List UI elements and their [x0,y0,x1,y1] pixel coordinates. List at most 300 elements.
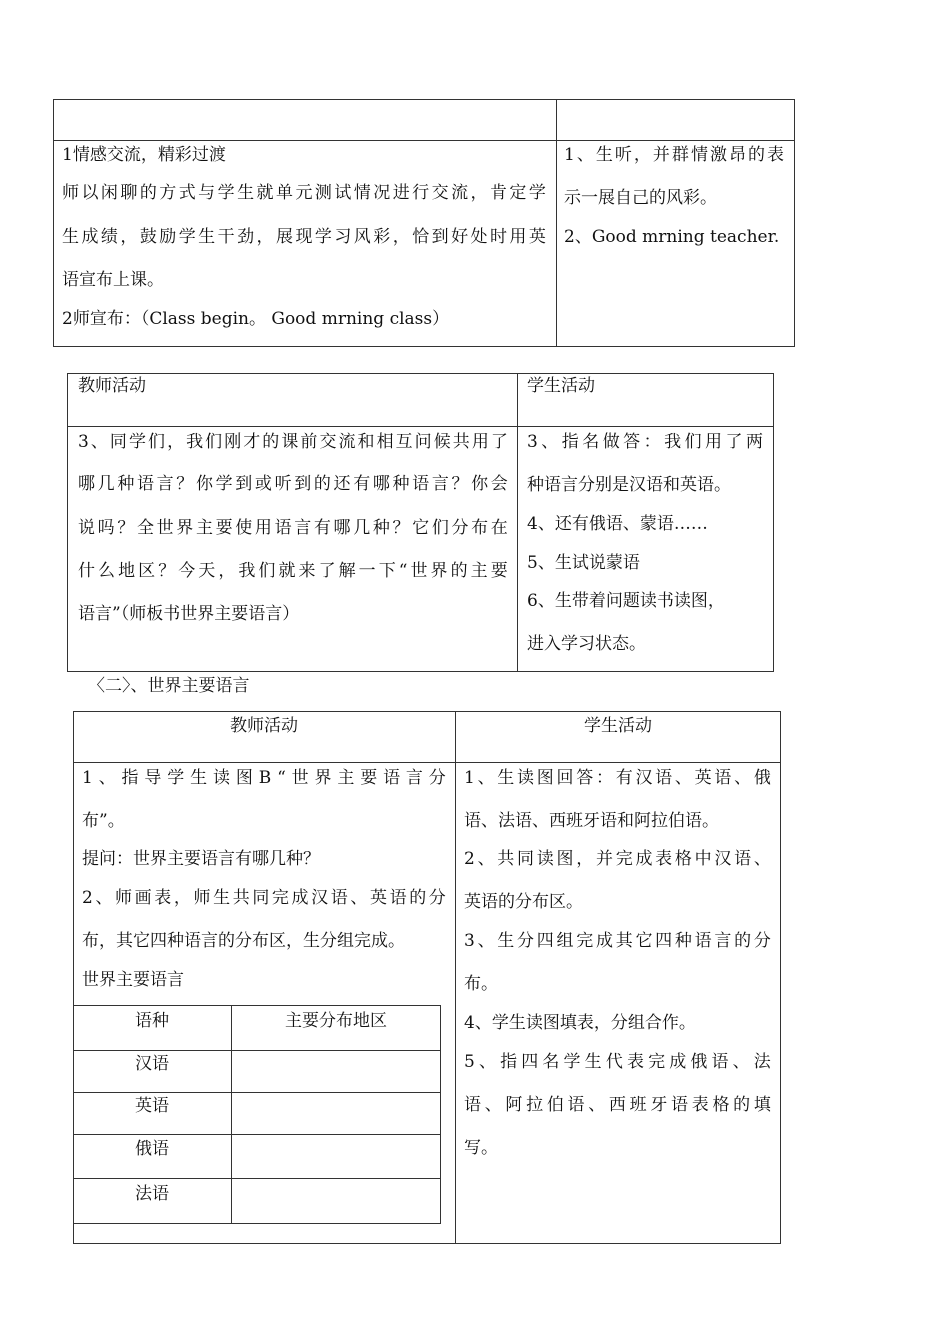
text-glyph: 世 [156,518,174,538]
text-glyph: 生 [595,145,613,165]
languages-table-row-label: 俄语 [135,1139,169,1159]
text-glyph: 3 [527,432,538,452]
t3-header-student: 学生活动 [584,716,652,736]
text-glyph: 表 [691,1095,709,1115]
text-glyph: 成 [291,888,309,908]
text-glyph: 成 [595,931,613,951]
text-glyph: 群 [671,145,689,165]
text-glyph: 、 [90,432,108,452]
text-glyph: 们 [205,432,223,452]
text-glyph: 生 [198,227,216,247]
text-glyph: 并 [595,849,613,869]
languages-table-header-language: 语种 [135,1011,169,1031]
t1-left-line-2 [62,185,546,202]
text-glyph: 师 [62,183,79,203]
text-glyph: 生 [497,768,515,788]
text-glyph: 生 [497,931,515,951]
text-glyph: 一 [358,561,376,581]
table-3-divider [455,711,456,1244]
text-glyph: 肯 [489,183,507,203]
text-glyph: 情 [690,145,708,165]
text-glyph: 问 [414,432,432,452]
section-heading: 〈二〉、世界主要语言 [88,676,250,696]
text-glyph: 的 [747,145,765,165]
text-glyph: 、 [350,888,368,908]
text-glyph: 主 [337,768,355,788]
text-glyph: 流 [451,183,469,203]
text-glyph: 、 [477,849,495,869]
text-glyph: 我 [664,432,682,452]
text-glyph: 语 [567,1095,585,1115]
text-glyph: 的 [733,1095,751,1115]
t2-right-line-4: 5、生试说蒙语 [527,553,640,573]
text-glyph: 同 [517,849,535,869]
text-glyph: 分 [451,518,469,538]
text-glyph: 它 [412,518,430,538]
t2-header-student: 学生活动 [527,376,595,396]
text-glyph: 名 [542,1052,560,1072]
t2-left-line-5: 语言”（师板书世界主要语言） [78,604,300,624]
text-glyph: 代 [605,1052,623,1072]
text-glyph: 我 [238,561,256,581]
text-glyph: 3 [78,432,89,452]
text-glyph: 课 [281,432,299,452]
text-glyph: 使 [235,518,253,538]
text-glyph: 言 [714,931,732,951]
text-glyph: 们 [431,518,449,538]
text-glyph: 什 [78,561,95,581]
text-glyph: ， [392,227,410,247]
text-glyph: 激 [709,145,727,165]
text-glyph: 进 [392,183,410,203]
t2-left-line-1 [78,434,508,451]
text-glyph: 用 [705,432,723,452]
text-glyph: 了 [318,561,336,581]
t3-left-line-6: 世界主要语言 [82,970,184,990]
text-glyph: 拉 [526,1095,544,1115]
text-glyph: 以 [81,183,99,203]
text-glyph: 言 [294,518,312,538]
text-glyph: 、 [753,849,771,869]
text-glyph: 表 [626,1052,644,1072]
text-glyph: ？ [176,474,194,494]
text-glyph: 刚 [224,432,242,452]
text-glyph: ？ [392,518,410,538]
text-glyph: 、 [734,768,752,788]
text-glyph: 语 [389,888,407,908]
text-glyph: 元 [295,183,313,203]
text-glyph: “ [398,561,408,581]
t3-right-line-1 [464,770,771,787]
text-glyph: 才 [243,432,261,452]
text-glyph: ？ [158,561,176,581]
text-glyph: 式 [178,183,196,203]
text-glyph: 回 [556,768,574,788]
text-glyph: 、 [732,1052,750,1072]
text-glyph: 地 [118,561,136,581]
text-glyph: 语 [330,888,348,908]
text-glyph: 、 [576,145,594,165]
text-glyph: 完 [648,1052,666,1072]
t1-right-line-3: 2、Good mrning teacher. [564,227,780,247]
text-glyph: 听 [614,145,632,165]
text-glyph: 学 [167,768,185,788]
text-glyph: 阿 [505,1095,523,1115]
text-glyph: 的 [734,931,752,951]
text-glyph: 3 [464,931,475,951]
text-glyph: 画 [134,888,152,908]
text-glyph: 班 [629,1095,647,1115]
text-glyph: 么 [98,561,116,581]
text-glyph: 哪 [78,474,95,494]
text-glyph: 会 [490,474,508,494]
t3-right-line-4: 英语的分布区。 [464,892,583,912]
text-glyph: 到 [294,474,312,494]
text-glyph: 交 [431,183,449,203]
t3-right-line-9 [464,1097,771,1114]
text-glyph: 指 [500,1052,518,1072]
text-glyph: 牙 [650,1095,668,1115]
text-glyph: 、 [674,768,692,788]
text-glyph: 四 [536,931,554,951]
text-glyph: 况 [373,183,391,203]
text-glyph: 方 [159,183,177,203]
text-glyph: 分 [428,888,446,908]
text-glyph: 1 [82,768,93,788]
text-glyph: 们 [148,432,166,452]
text-glyph: 其 [615,931,633,951]
text-glyph: 语 [734,849,752,869]
text-glyph: 、 [477,931,495,951]
text-glyph: ， [167,432,185,452]
t3-header-teacher: 教师活动 [230,716,298,736]
text-glyph: 学 [528,183,546,203]
text-glyph: 昂 [728,145,746,165]
text-glyph: 言 [431,474,449,494]
text-glyph: 图 [235,768,253,788]
text-glyph: 互 [395,432,413,452]
text-glyph: ， [470,183,488,203]
text-glyph: 完 [271,888,289,908]
t2-right-line-6: 进入学习状态。 [527,634,646,654]
text-glyph: 用 [254,518,272,538]
t3-left-line-2: 布”。 [82,811,125,831]
text-glyph: 格 [712,1095,730,1115]
text-glyph: 彩 [373,227,391,247]
text-glyph: 要 [215,518,233,538]
text-glyph: ， [120,227,138,247]
text-glyph: 的 [313,474,331,494]
text-glyph: 语 [694,931,712,951]
text-glyph: 行 [412,183,430,203]
text-glyph: 指 [121,768,139,788]
text-glyph: 2 [82,888,93,908]
text-glyph: 并 [652,145,670,165]
text-glyph: 填 [753,1095,771,1115]
text-glyph: 有 [313,518,331,538]
text-glyph: 学 [215,474,233,494]
text-glyph: 5 [464,1052,475,1072]
text-glyph: 师 [193,888,211,908]
text-glyph: 试 [334,183,352,203]
text-glyph: 成 [635,849,653,869]
t3-right-line-5 [464,933,771,950]
text-glyph: 俄 [753,768,771,788]
text-glyph: ？ [451,474,469,494]
text-glyph: 读 [517,768,535,788]
text-glyph: 了 [725,432,743,452]
t2-left-line-2 [78,476,508,493]
t3-left-line-1 [82,770,446,787]
t1-left-line-5: 2师宣布：（Class begin。 Good mrning class） [62,309,450,329]
text-glyph: 全 [136,518,154,538]
text-glyph: 语 [655,768,673,788]
table-2-divider [517,373,518,672]
text-glyph: 流 [338,432,356,452]
text-glyph: 学 [128,432,146,452]
text-glyph: 几 [353,518,371,538]
text-glyph: 2 [464,849,475,869]
text-glyph: 语 [671,1095,689,1115]
text-glyph: 风 [353,227,371,247]
text-glyph: 学 [563,1052,581,1072]
text-glyph: 到 [431,227,449,247]
text-glyph: 1 [464,768,475,788]
text-glyph: “ [277,768,286,788]
text-glyph: ， [256,227,274,247]
text-glyph: ： [643,432,661,452]
text-glyph: 在 [490,518,508,538]
text-glyph: 成 [669,1052,687,1072]
text-glyph: ， [633,145,651,165]
languages-table-row-label: 汉语 [135,1054,169,1074]
text-glyph: 候 [433,432,451,452]
text-glyph: 共 [497,849,515,869]
text-glyph: 同 [109,432,127,452]
t3-right-line-7: 4、学生读图填表，分组合作。 [464,1013,696,1033]
text-glyph: 语 [274,518,292,538]
text-glyph: 表 [767,145,784,165]
text-glyph: 同 [252,888,270,908]
text-glyph: 语 [383,768,401,788]
text-glyph: 哪 [372,474,390,494]
text-glyph: 、 [95,888,113,908]
t1-right-line-2: 示一展自己的风彩。 [564,188,717,208]
text-glyph: ， [218,561,236,581]
text-glyph: 与 [198,183,216,203]
text-glyph: 、 [484,1095,502,1115]
text-glyph: 表 [154,888,172,908]
text-glyph: 图 [536,768,554,788]
text-glyph: 好 [451,227,469,247]
t1-left-line-3 [62,229,546,246]
text-glyph: 学 [217,183,235,203]
text-glyph: 导 [144,768,162,788]
text-glyph: 汉 [635,768,653,788]
text-glyph: 语 [136,474,154,494]
text-glyph: 今 [178,561,196,581]
text-glyph: 英 [369,888,387,908]
text-glyph: 哪 [333,518,351,538]
text-glyph: 有 [615,768,633,788]
text-glyph: 读 [212,768,230,788]
text-glyph: 或 [254,474,272,494]
text-glyph: 到 [235,474,253,494]
text-glyph: 闲 [100,183,118,203]
text-glyph: 主 [470,561,488,581]
text-glyph: 英 [528,227,546,247]
t2-right-line-1 [527,434,763,451]
text-glyph: 前 [300,432,318,452]
text-glyph: 语 [412,474,430,494]
text-glyph: ： [595,768,613,788]
text-glyph: 区 [138,561,156,581]
text-glyph: 共 [452,432,470,452]
text-glyph: 共 [232,888,250,908]
languages-table-row-line [73,1050,441,1051]
t2-header-teacher: 教师活动 [78,376,146,396]
text-glyph: 鼓 [139,227,157,247]
text-glyph: 的 [450,561,468,581]
text-glyph: 答 [623,432,641,452]
text-glyph: 种 [117,474,135,494]
text-glyph: 生 [584,1052,602,1072]
table-1-divider [556,99,557,347]
text-glyph: 习 [334,227,352,247]
t2-right-line-5: 6、生带着问题读书读图， [527,591,725,611]
text-glyph: 相 [376,432,394,452]
t1-left-line-1: 1情感交流，精彩过渡 [62,145,226,165]
t2-right-line-3: 4、还有俄语、蒙语…… [527,514,708,534]
text-glyph: 几 [97,474,115,494]
t3-left-line-3: 提问：世界主要语言有哪几种？ [82,849,320,869]
text-glyph: 解 [338,561,356,581]
t3-left-line-5: 布，其它四种语言的分布区，生分组完成。 [82,931,405,951]
text-glyph: 用 [471,432,489,452]
text-glyph: 励 [159,227,177,247]
text-glyph: 恰 [412,227,430,247]
text-glyph: 组 [556,931,574,951]
table-2-header-line [67,426,774,427]
text-glyph: 用 [509,227,527,247]
text-glyph: 格 [674,849,692,869]
text-glyph: B [258,768,272,788]
text-glyph: 要 [490,561,508,581]
text-glyph: 就 [278,561,296,581]
text-glyph: 就 [256,183,274,203]
table-3-header-line [73,762,781,763]
text-glyph: 学 [178,227,196,247]
text-glyph: 的 [262,432,280,452]
text-glyph: 展 [275,227,293,247]
text-glyph: 四 [655,931,673,951]
text-glyph: 成 [81,227,99,247]
text-glyph: 生 [190,768,208,788]
text-glyph: 伯 [546,1095,564,1115]
t3-right-line-6: 布。 [464,974,498,994]
t3-right-line-8 [464,1054,771,1071]
text-glyph: 种 [372,518,390,538]
text-glyph: 单 [275,183,293,203]
text-glyph: 现 [295,227,313,247]
text-glyph: 界 [430,561,448,581]
text-glyph: 英 [694,768,712,788]
text-glyph: 做 [602,432,620,452]
text-glyph: 生 [237,183,255,203]
text-glyph: 要 [360,768,378,788]
t2-left-line-3 [78,520,508,537]
text-glyph: 界 [176,518,194,538]
table-1-header-line [53,140,795,141]
text-glyph: 言 [405,768,423,788]
text-glyph: 的 [139,183,157,203]
text-glyph: 布 [471,518,489,538]
text-glyph: 师 [115,888,133,908]
text-glyph: 语 [711,1052,729,1072]
text-glyph: 、 [477,768,495,788]
text-glyph: 世 [291,768,309,788]
text-glyph: 劲 [237,227,255,247]
text-glyph: 界 [314,768,332,788]
languages-table-row-line [73,1178,441,1179]
text-glyph: 时 [489,227,507,247]
text-glyph: 下 [378,561,396,581]
text-glyph: 表 [655,849,673,869]
t3-left-line-4 [82,890,446,907]
text-glyph: 四 [521,1052,539,1072]
text-glyph: 还 [333,474,351,494]
text-glyph: 1 [564,145,575,165]
text-glyph: 聊 [120,183,138,203]
text-glyph: 你 [471,474,489,494]
languages-table-row-label: 法语 [135,1184,169,1204]
text-glyph: 说 [78,518,95,538]
text-glyph: 们 [258,561,276,581]
text-glyph: 答 [576,768,594,788]
text-glyph: 两 [745,432,763,452]
text-glyph: 西 [608,1095,626,1115]
languages-table-row-line [73,1134,441,1135]
text-glyph: 交 [319,432,337,452]
text-glyph: 语 [714,768,732,788]
text-glyph: 名 [582,432,600,452]
text-glyph: 吗 [97,518,115,538]
text-glyph: 绩 [100,227,118,247]
t3-right-line-3 [464,851,771,868]
text-glyph: 有 [353,474,371,494]
text-glyph: 完 [576,931,594,951]
text-glyph: 干 [217,227,235,247]
text-glyph: 种 [674,931,692,951]
text-glyph: 它 [635,931,653,951]
text-glyph: 汉 [311,888,329,908]
text-glyph: 分 [753,931,771,951]
text-glyph: 法 [753,1052,771,1072]
text-glyph: 我 [186,432,204,452]
languages-table-row-line [73,1092,441,1093]
t1-left-line-4: 语宣布上课。 [62,270,164,290]
text-glyph: 、 [478,1052,496,1072]
text-glyph: 完 [615,849,633,869]
text-glyph: 读 [536,849,554,869]
text-glyph: 定 [509,183,527,203]
text-glyph: 听 [274,474,292,494]
text-glyph: 、 [98,768,116,788]
text-glyph: ， [576,849,594,869]
text-glyph: 主 [195,518,213,538]
text-glyph: 天 [198,561,216,581]
text-glyph: 和 [357,432,375,452]
